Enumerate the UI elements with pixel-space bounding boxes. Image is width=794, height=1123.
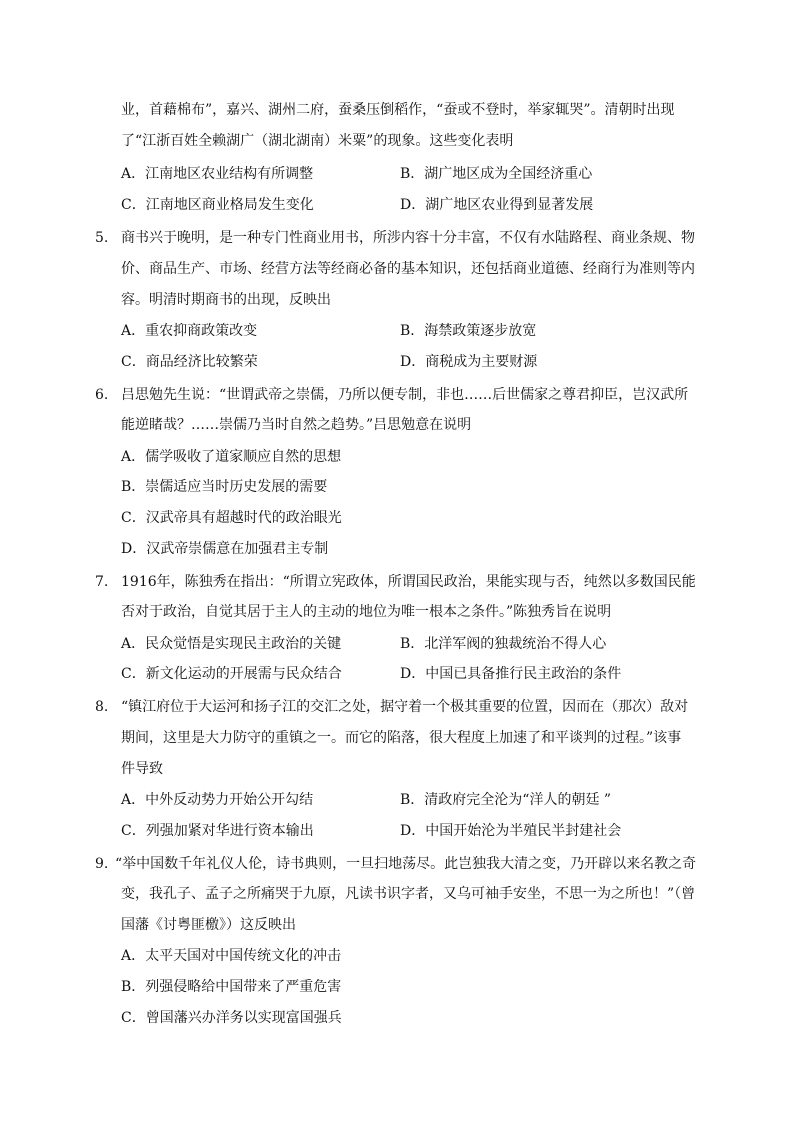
q9-option-b: B．列强侵略给中国带来了严重危害: [121, 979, 342, 995]
q4-stem-line: 业，首藉棉布”，嘉兴、湖州二府，蚕桑压倒稻作，“蚕或不登时，举家辄哭”。清朝时出现: [121, 102, 675, 118]
q9-stem-line: 国藩《讨粤匪檄》）这反映出: [121, 917, 296, 933]
q5-option-c: C．商品经济比较繁荣: [121, 354, 258, 370]
q8-number: 8.: [95, 699, 109, 715]
q6-option-b: B．崇儒适应当时历史发展的需要: [121, 479, 328, 495]
q5-option-d: D．商税成为主要财源: [400, 354, 538, 370]
q4-option-b: B．湖广地区成为全国经济重心: [400, 166, 593, 182]
q8-option-d: D．中国开始沦为半殖民半封建社会: [400, 823, 622, 839]
q8-option-c: C．列强加紧对华进行资本输出: [121, 823, 314, 839]
q5-stem-line: 容。明清时期商书的出现，反映出: [121, 292, 331, 308]
q7-option-d: D．中国已具备推行民主政治的条件: [400, 666, 622, 682]
q6-number: 6.: [95, 387, 109, 403]
q4-option-a: A．江南地区农业结构有所调整: [121, 166, 314, 182]
q4-option-c: C．江南地区商业格局发生变化: [121, 197, 314, 213]
q8-option-a: A．中外反动势力开始公开勾结: [121, 792, 314, 808]
q9-stem-line: “举中国数千年礼仪人伦，诗书典则，一旦扫地荡尽。此岂独我大清之变，乃开辟以来名教之奇: [115, 856, 697, 872]
q9-stem-line: 变，我孔子、孟子之所痛哭于九原，凡读书识字者，又乌可袖手安坐，不思一为之所也！”（曾: [121, 886, 696, 902]
q8-stem-line: 件导致: [121, 761, 163, 777]
q6-option-d: D．汉武帝崇儒意在加强君主专制: [121, 541, 329, 557]
q4-option-d: D．湖广地区农业得到显著发展: [400, 197, 594, 213]
q7-number: 7.: [95, 574, 109, 590]
q6-stem-line: 吕思勉先生说：“世谓武帝之崇儒，乃所以便专制，非也……后世儒家之尊君抑臣，岂汉武所: [121, 387, 689, 403]
q9-option-c: C．曾国藩兴办洋务以实现富国强兵: [121, 1010, 342, 1026]
q7-option-b: B．北洋军阀的独裁统治不得人心: [400, 636, 607, 652]
q7-stem-line: 1916年，陈独秀在指出：“所谓立宪政体，所谓国民政治，果能实现与否，纯然以多数国民能: [121, 574, 696, 590]
q4-stem-line: 了“江浙百姓全赖湖广（湖北湖南）米粟”的现象。这些变化表明: [121, 133, 514, 149]
q5-option-b: B．海禁政策逐步放宽: [400, 323, 537, 339]
q9-option-a: A．太平天国对中国传统文化的冲击: [121, 948, 342, 964]
q5-stem-line: 商书兴于晚明，是一种专门性商业用书，所涉内容十分丰富，不仅有水陆路程、商业条规、物: [121, 230, 695, 246]
q5-stem-line: 价、商品生产、市场、经营方法等经商必备的基本知识，还包括商业道德、经商行为准则等内: [121, 261, 695, 277]
q9-number: 9.: [95, 856, 109, 872]
q8-option-b: B．清政府完全沦为“洋人的朝廷 ”: [400, 792, 612, 808]
q5-option-a: A．重农抑商政策改变: [121, 323, 258, 339]
q8-stem-line: 期间，这里是大力防守的重镇之一。而它的陷落，很大程度上加速了和平谈判的过程。”该事: [121, 730, 682, 746]
q7-option-a: A．民众觉悟是实现民主政治的关键: [121, 636, 342, 652]
q8-stem-line: “镇江府位于大运河和扬子江的交汇之处，据守着一个极其重要的位置，因而在（那次）敌对: [121, 699, 689, 715]
q5-number: 5.: [95, 230, 109, 246]
q6-stem-line: 能逆睹哉？……崇儒乃当时自然之趋势。”吕思勉意在说明: [121, 417, 472, 433]
q6-option-a: A．儒学吸收了道家顺应自然的思想: [121, 449, 342, 465]
q7-option-c: C．新文化运动的开展需与民众结合: [121, 666, 342, 682]
q6-option-c: C．汉武帝具有超越时代的政治眼光: [121, 510, 342, 526]
q7-stem-line: 否对于政治，自觉其居于主人的主动的地位为唯一根本之条件。”陈独秀旨在说明: [121, 604, 612, 620]
